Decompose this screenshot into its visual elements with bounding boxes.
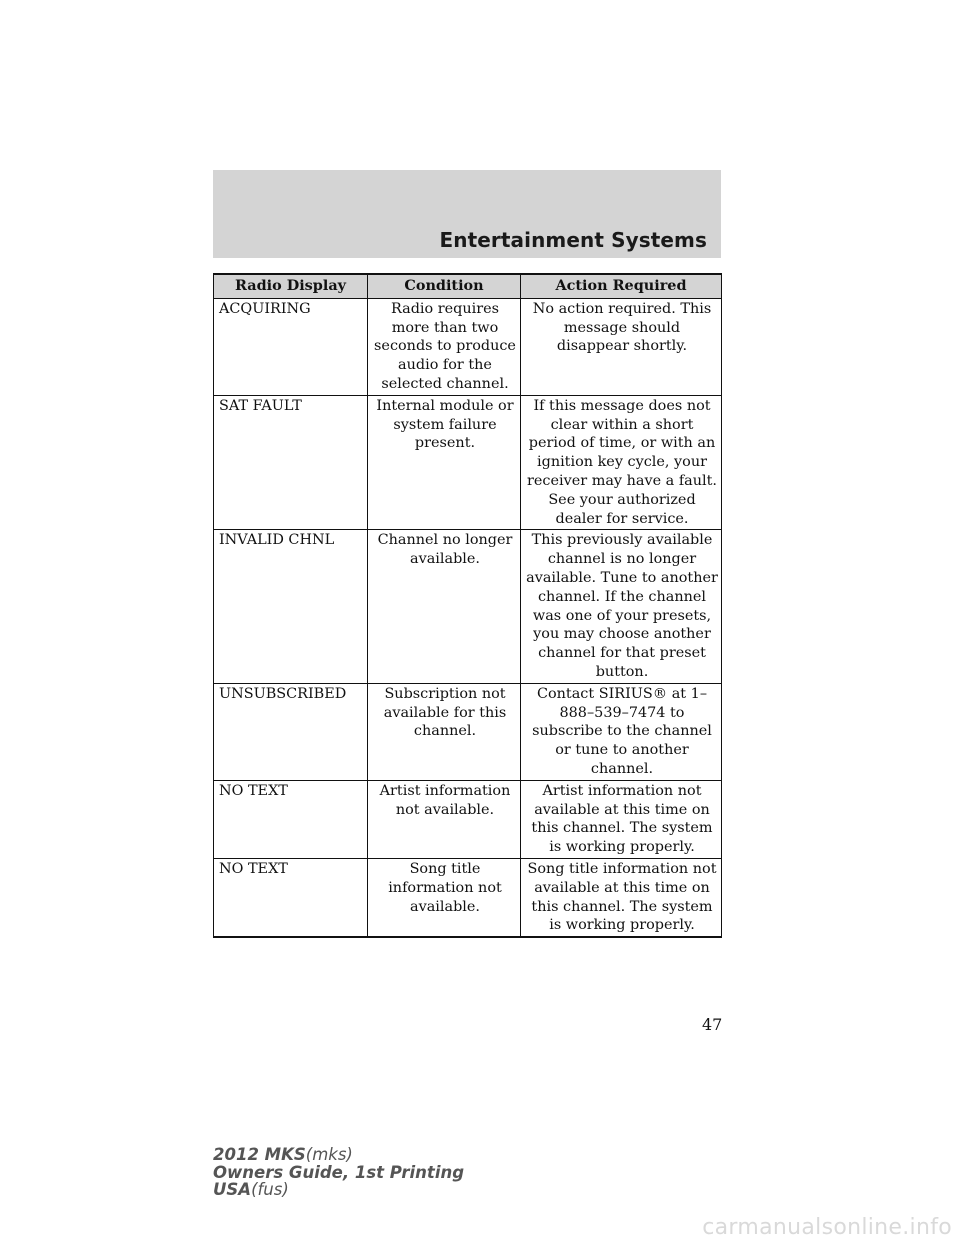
- footer-guide-line: [213, 1164, 464, 1182]
- section-header-band: [213, 170, 721, 258]
- column-header-radio-display: Radio Display: [214, 274, 368, 298]
- table-header-row: [214, 274, 722, 298]
- table-row: [214, 780, 722, 858]
- footer-guide: Owners Guide, 1st Printing: [213, 1162, 465, 1182]
- radio-display-table: [213, 273, 722, 938]
- condition-cell: Channel no longer available.: [368, 530, 521, 683]
- column-header-action-required: Action Required: [521, 274, 722, 298]
- action-cell: If this message does not clear within a short period of time, or with an ignition key cycle, your receiver may have a fault. See your authorized dealer for service.: [521, 395, 722, 530]
- footer-region-line: [213, 1181, 464, 1199]
- table-row: [214, 683, 722, 780]
- condition-cell: Song title information not available.: [368, 858, 521, 937]
- footer-model-line: [213, 1146, 464, 1164]
- action-cell: Contact SIRIUS® at 1–888–539–7474 to subscribe to the channel or tune to another channel.: [521, 683, 722, 780]
- footer-region: USA: [213, 1180, 252, 1199]
- page-number: 47: [702, 1015, 723, 1034]
- condition-cell: Subscription not available for this channel.: [368, 683, 521, 780]
- action-cell: Artist information not available at this time on this channel. The system is working properly.: [521, 780, 722, 858]
- footer-model: 2012 MKS: [213, 1145, 306, 1164]
- radio-display-cell: UNSUBSCRIBED: [214, 683, 368, 780]
- action-cell: This previously available channel is no longer available. Tune to another channel. If the channel was one of your presets, you may choose another channel for that preset button.: [521, 530, 722, 683]
- radio-display-cell: ACQUIRING: [214, 298, 368, 395]
- table-row: [214, 298, 722, 395]
- radio-display-cell: NO TEXT: [214, 858, 368, 937]
- table-row: [214, 395, 722, 530]
- table-row: [214, 530, 722, 683]
- column-header-condition: Condition: [368, 274, 521, 298]
- condition-cell: Radio requires more than two seconds to produce audio for the selected channel.: [368, 298, 521, 395]
- table-row: [214, 858, 722, 937]
- footer-model-code: (mks): [305, 1145, 353, 1164]
- action-cell: Song title information not available at this time on this channel. The system is working properly.: [521, 858, 722, 937]
- radio-display-cell: SAT FAULT: [214, 395, 368, 530]
- condition-cell: Internal module or system failure present.: [368, 395, 521, 530]
- footer-region-code: (fus): [251, 1180, 289, 1199]
- condition-cell: Artist information not available.: [368, 780, 521, 858]
- radio-display-cell: NO TEXT: [214, 780, 368, 858]
- section-title: Entertainment Systems: [439, 228, 707, 252]
- watermark: carmanualsonline.info: [702, 1215, 952, 1240]
- radio-display-cell: INVALID CHNL: [214, 530, 368, 683]
- document-footer: [213, 1146, 464, 1199]
- action-cell: No action required. This message should disappear shortly.: [521, 298, 722, 395]
